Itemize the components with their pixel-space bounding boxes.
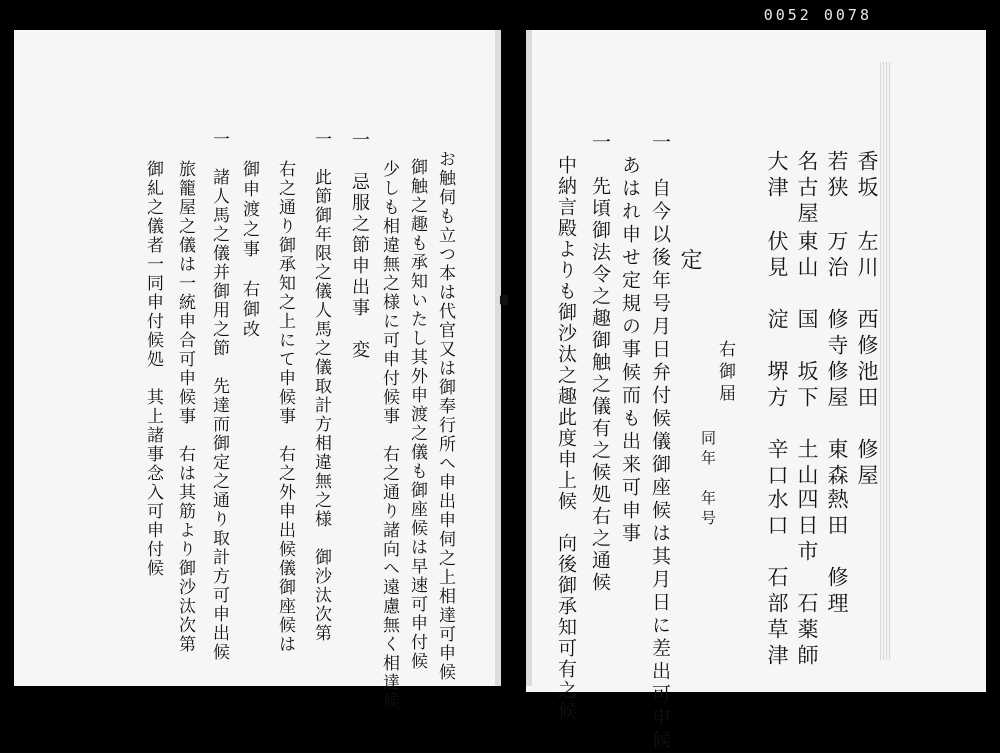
left-text-col-3: 少しも相違無之様に可申付候事 右之通り諸向へ遠慮無く相達候 [379, 160, 399, 711]
left-gutter-shade [495, 30, 501, 686]
left-text-col-6: 右之通り御承知之上にて申候事 右之外申出候儀御座候は [275, 160, 295, 654]
right-text-col-1: 一 自今以後年号月日弁付候儀御座候は其月日に差出可申候 [649, 132, 671, 753]
right-name-mid-4: 伏見 淀 [765, 230, 789, 334]
left-text-col-10: 御糺之儀者一同申付候処 其上諸事念入可申付候 [143, 160, 163, 578]
left-page [14, 30, 501, 686]
section-heading: 定 [677, 248, 702, 275]
right-gutter-shade [526, 30, 532, 686]
binding-marker [500, 295, 508, 305]
right-name-col-1: 香坂 [855, 150, 879, 202]
right-name-bottom-2: 四日市 石薬師 [795, 488, 819, 670]
left-text-col-9: 旅籠屋之儀は一統申合可申候事 右は其筋より御沙汰次第 [175, 160, 195, 654]
page-edge-stack [880, 62, 892, 660]
right-text-col-4: 中納言殿よりも御沙汰之趣此度申上候 向後御承知可有之候 [555, 155, 577, 722]
left-text-col-7: 御申渡之事 右御改 [239, 160, 259, 340]
signature-line-2: 同年 年号 [699, 430, 717, 530]
right-name-low-1: 池田 修屋 [855, 360, 879, 490]
left-text-col-1: お触伺も立つ本は代官又は御奉行所へ申出申伺之上相達可申候 [435, 150, 455, 682]
left-text-col-2: 御触之趣も承知いたし其外申渡之儀も御座候は早速可申付候 [407, 158, 427, 671]
right-name-bottom-1: 熱田 修理 [825, 488, 849, 618]
right-name-mid-2: 万治 修寺 [825, 230, 849, 360]
right-name-col-4: 大津 [765, 150, 789, 202]
right-text-col-2: あはれ申せ定規の事候而も出来可申事 [619, 155, 641, 546]
right-name-col-2: 若狭 [825, 150, 849, 202]
right-name-low-3: 坂下 土山 [795, 360, 819, 490]
right-name-mid-3: 東山 国 [795, 230, 819, 334]
signature-line-1: 右御届 [715, 340, 735, 406]
right-name-low-4: 堺方 辛口 [765, 360, 789, 490]
right-name-col-3: 名古屋 [795, 150, 819, 228]
right-name-low-2: 修屋 東森 [825, 360, 849, 490]
right-name-bottom-3: 水口 石部草津 [765, 488, 789, 670]
left-text-col-4: 一 忌服之節申出事 変 [349, 130, 370, 361]
frame-counter: 0052 0078 [763, 6, 872, 24]
left-text-col-5: 一 此節御年限之儀人馬之儀取計方相違無之様 御沙汰次第 [311, 130, 331, 643]
left-text-col-8: 一 諸人馬之儀并御用之節 先達而御定之通り取計方可申出候 [209, 130, 229, 662]
right-name-mid-1: 左川 西修 [855, 230, 879, 360]
right-text-col-3: 一 先頃御法令之趣御触之儀有之候処右之通候 [589, 132, 611, 594]
